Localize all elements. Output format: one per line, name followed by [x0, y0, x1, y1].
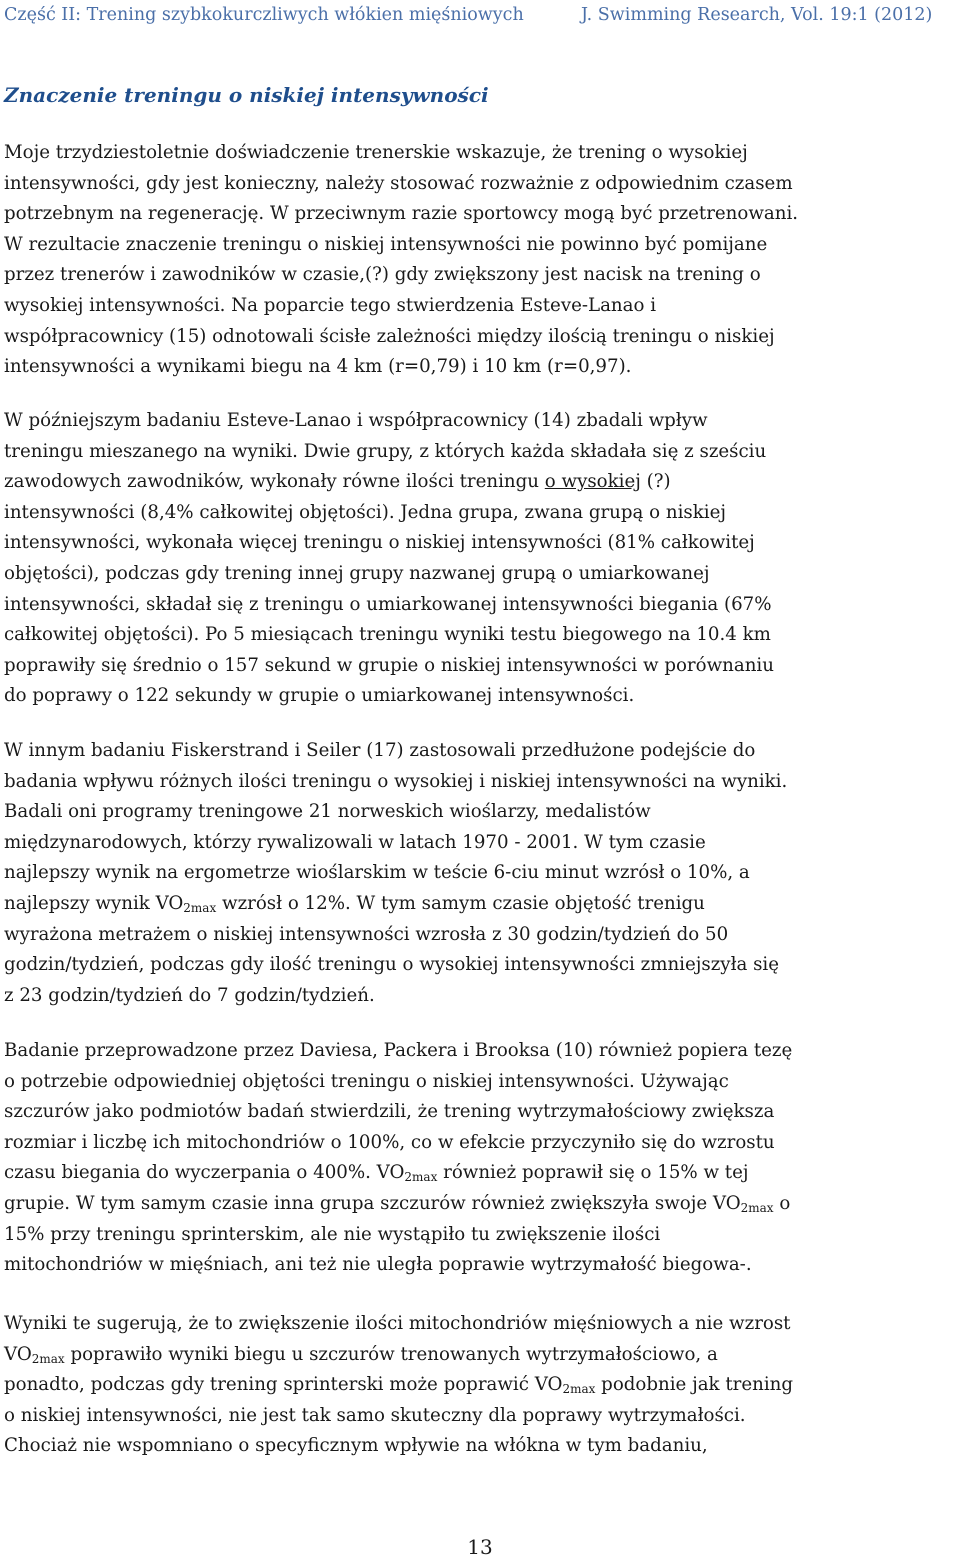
paragraph-5 — [4, 1309, 954, 1462]
text-line — [4, 322, 954, 353]
text-segment: objętości), podczas gdy trening innej grupy nazwanej grupą o umiarkowanej — [4, 562, 710, 584]
text-segment: intensywności, składał się z treningu o umiarkowanej intensywności biegania (67% — [4, 593, 772, 615]
text-line — [4, 559, 954, 590]
text-segment: współpracownicy (15) odnotowali ścisłe zależności między ilością treningu o niskiej — [4, 325, 775, 347]
text-segment: międzynarodowych, którzy rywalizowali w latach 1970 - 2001. W tym czasie — [4, 831, 706, 853]
text-line — [4, 1128, 954, 1159]
text-segment: wzrósł o 12%. W tym samym czasie objętość trenigu — [216, 892, 705, 914]
text-line — [4, 406, 954, 437]
text-line — [4, 437, 954, 468]
section-title: Znaczenie treningu o niskiej intensywności — [4, 83, 489, 107]
text-line — [4, 169, 954, 200]
text-segment: intensywności a wynikami biegu na 4 km (r=0,79) i 10 km (r=0,97). — [4, 356, 632, 378]
text-line — [4, 767, 954, 798]
page-number: 13 — [467, 1535, 493, 1559]
text-line — [4, 858, 954, 889]
text-segment: intensywności, gdy jest konieczny, należy stosować rozważnie z odpowiednim czasem — [4, 172, 793, 194]
text-segment: intensywności (8,4% całkowitej objętości). Jedna grupa, zwana grupą o niskiej — [4, 501, 726, 523]
subscript: 2max — [404, 1170, 438, 1185]
text-line — [4, 260, 954, 291]
text-line — [4, 920, 954, 951]
text-line — [4, 1189, 954, 1220]
text-line — [4, 230, 954, 261]
text-segment: wyrażona metrażem o niskiej intensywności wzrosła z 30 godzin/tydzień do 50 — [4, 923, 729, 945]
text-segment: o niskiej intensywności, nie jest tak samo skuteczny dla poprawy wytrzymałości. — [4, 1404, 746, 1426]
text-line — [4, 620, 954, 651]
text-line — [4, 1431, 954, 1462]
text-segment: poprawiły się średnio o 157 sekund w grupie o niskiej intensywności w porównaniu — [4, 654, 774, 676]
text-segment: o potrzebie odpowiedniej objętości treningu o niskiej intensywności. Używając — [4, 1070, 729, 1092]
text-line — [4, 528, 954, 559]
text-segment: do poprawy o 122 sekundy w grupie o umiarkowanej intensywności. — [4, 685, 635, 707]
paragraph-2 — [4, 406, 954, 712]
text-segment: wysokiej intensywności. Na poparcie tego stwierdzenia Esteve-Lanao i — [4, 294, 657, 316]
text-segment: W późniejszym badaniu Esteve-Lanao i współpracownicy (14) zbadali wpływ — [4, 410, 708, 431]
text-line — [4, 1250, 954, 1281]
text-segment: najlepszy wynik VO — [4, 892, 184, 914]
text-segment: grupie. W tym samym czasie inna grupa szczurów również zwiększyła swoje VO — [4, 1192, 741, 1214]
text-line — [4, 291, 954, 322]
text-segment: całkowitej objętości). Po 5 miesiącach treningu wyniki testu biegowego na 10.4 km — [4, 624, 771, 646]
text-line — [4, 1309, 954, 1340]
subscript: 2max — [740, 1200, 774, 1215]
text-segment: zawodowych zawodników, wykonały równe ilości treningu — [4, 471, 545, 493]
paragraph-3 — [4, 736, 954, 1011]
text-line — [4, 981, 954, 1012]
text-line — [4, 950, 954, 981]
text-line — [4, 498, 954, 529]
text-line — [4, 828, 954, 859]
header-journal-citation: J. Swimming Research, Vol. 19:1 (2012) — [581, 5, 933, 25]
subscript: 2max — [31, 1351, 65, 1366]
subscript: 2max — [183, 900, 217, 915]
text-segment: Wyniki te sugerują, że to zwiększenie ilości mitochondriów mięśniowych a nie wzrost — [4, 1313, 791, 1334]
text-segment: rozmiar i liczbę ich mitochondriów o 100%, co w efekcie przyczyniło się do wzrostu — [4, 1131, 775, 1153]
text-line — [4, 1401, 954, 1432]
text-segment: również poprawił się o 15% w tej — [437, 1162, 749, 1184]
text-segment: z 23 godzin/tydzień do 7 godzin/tydzień. — [4, 984, 375, 1006]
text-segment: Badanie przeprowadzone przez Daviesa, Packera i Brooksa (10) również popiera tezę — [4, 1040, 793, 1061]
text-line — [4, 138, 954, 169]
text-segment: treningu mieszanego na wyniki. Dwie grupy, z których każda składała się z sześciu — [4, 440, 767, 462]
text-segment: W rezultacie znaczenie treningu o niskiej intensywności nie powinno być pomijane — [4, 233, 768, 255]
header-part-title: Część II: Trening szybkokurczliwych włókien mięśniowych — [4, 5, 524, 25]
text-line — [4, 736, 954, 767]
running-header — [4, 0, 954, 30]
text-segment: czasu biegania do wyczerpania o 400%. VO — [4, 1162, 405, 1184]
text-line — [4, 1036, 954, 1067]
text-line — [4, 1097, 954, 1128]
text-line — [4, 1370, 954, 1401]
text-segment: Chociaż nie wspomniano o specyficznym wpływie na włókna w tym badaniu, — [4, 1435, 708, 1457]
text-line — [4, 797, 954, 828]
text-line — [4, 1340, 954, 1371]
text-line — [4, 681, 954, 712]
text-segment: godzin/tydzień, podczas gdy ilość treningu o wysokiej intensywności zmniejszyła się — [4, 954, 780, 976]
text-segment: poprawiło wyniki biegu u szczurów trenowanych wytrzymałościowo, a — [64, 1343, 718, 1365]
text-line — [4, 352, 954, 383]
text-line — [4, 651, 954, 682]
text-segment: przez trenerów i zawodników w czasie,(?) gdy zwiększony jest nacisk na trening o — [4, 264, 761, 286]
text-segment: szczurów jako podmiotów badań stwierdzili, że trening wytrzymałościowy zwiększa — [4, 1101, 775, 1123]
text-segment: potrzebnym na regenerację. W przeciwnym razie sportowcy mogą być przetrenowani. — [4, 203, 799, 225]
text-segment: ponadto, podczas gdy trening sprinterski może poprawić VO — [4, 1374, 563, 1396]
text-line — [4, 1158, 954, 1189]
text-line — [4, 1067, 954, 1098]
text-segment: Badali oni programy treningowe 21 norweskich wioślarzy, medalistów — [4, 801, 651, 823]
text-line — [4, 467, 954, 498]
text-segment: o — [773, 1192, 791, 1214]
text-line — [4, 199, 954, 230]
text-segment: podobnie jak trening — [595, 1374, 794, 1396]
text-segment: badania wpływu różnych ilości treningu o wysokiej i niskiej intensywności na wyniki. — [4, 770, 788, 792]
paragraph-1 — [4, 138, 954, 383]
text-segment: Moje trzydziestoletnie doświadczenie trenerskie wskazuje, że trening o wysokiej — [4, 142, 748, 163]
text-segment: W innym badaniu Fiskerstrand i Seiler (17) zastosowali przedłużone podejście do — [4, 740, 756, 761]
text-line — [4, 889, 954, 920]
text-segment: (?) — [640, 471, 671, 493]
text-segment: VO — [4, 1343, 32, 1365]
text-line — [4, 1220, 954, 1251]
text-segment: 15% przy treningu sprinterskim, ale nie wystąpiło tu zwiększenie ilości — [4, 1223, 661, 1245]
text-segment: mitochondriów w mięśniach, ani też nie uległa poprawie wytrzymałość biegowa-. — [4, 1254, 752, 1276]
text-line — [4, 590, 954, 621]
text-segment: intensywności, wykonała więcej treningu o niskiej intensywności (81% całkowitej — [4, 532, 755, 554]
text-segment: najlepszy wynik na ergometrze wioślarskim w teście 6-ciu minut wzrósł o 10%, a — [4, 862, 750, 884]
paragraph-4 — [4, 1036, 954, 1281]
underlined-text: o wysokiej — [544, 471, 641, 493]
subscript: 2max — [562, 1382, 596, 1397]
